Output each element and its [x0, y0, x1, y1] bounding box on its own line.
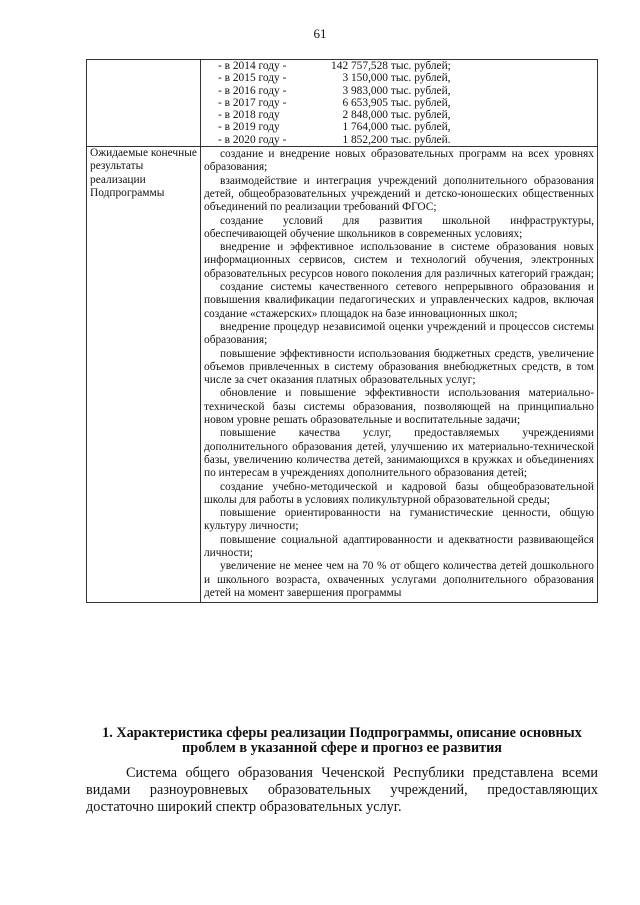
funding-year: - в 2014 году -	[218, 60, 287, 72]
funding-line	[218, 97, 594, 109]
funding-row	[87, 60, 598, 147]
result-item: повышение ориентированности на гуманистические ценности, общую культуру личности;	[204, 507, 594, 533]
result-item: создание и внедрение новых образовательных программ на всех уровнях образования;	[204, 148, 594, 174]
funding-unit: тыс. рублей,	[390, 109, 451, 122]
result-item: обновление и повышение эффективности использования материально-технической базы системы образования, позволяющей на принципиально новом уровне решать образовательные и воспитательные задачи;	[204, 387, 594, 427]
funding-line	[218, 60, 594, 72]
funding-year: - в 2020 году -	[218, 133, 287, 146]
funding-unit: тыс. рублей;	[390, 60, 451, 72]
funding-year: - в 2015 году -	[218, 72, 287, 85]
funding-amount: 2 848,000	[342, 109, 388, 122]
result-item: внедрение и эффективное использование в системе образования новых информационных сервисов, систем и технологий обучения, электронных образовательных ресурсов нового поколения для различных категорий граждан;	[204, 241, 594, 280]
funding-year: - в 2018 году	[218, 109, 280, 122]
subprogram-passport-table	[86, 59, 598, 603]
funding-unit: тыс. рублей,	[390, 96, 451, 109]
body-paragraph: Система общего образования Чеченской Республики представлена всеми видами разноуровневых образовательных учреждений, предоставляющих достаточно широкий спектр образовательных услуг.	[86, 765, 598, 815]
result-item: внедрение процедур независимой оценки учреждений и процессов системы образования;	[204, 320, 594, 347]
funding-line	[218, 85, 594, 97]
results-row	[87, 147, 598, 603]
funding-list	[204, 60, 594, 146]
funding-line	[218, 121, 594, 133]
result-item: создание условий для развития школьной инфраструктуры, обеспечивающей обучение школьников в современных условиях;	[204, 214, 594, 240]
funding-amount: 3 983,000	[342, 84, 388, 97]
funding-amount: 6 653,905	[342, 96, 388, 109]
funding-amount: 1 764,000	[342, 121, 388, 134]
funding-line	[218, 109, 594, 121]
result-item: увеличение не менее чем на 70 % от общего количества детей дошкольного и школьного возраста, охваченных услугами дополнительного образования детей на момент завершения программы	[204, 560, 594, 599]
funding-unit: тыс. рублей.	[390, 133, 451, 146]
funding-year: - в 2017 году -	[218, 96, 287, 109]
funding-amount: 1 852,200	[342, 133, 388, 146]
result-item: создание системы качественного сетевого непрерывного образования и повышения квалификации педагогических и управленческих кадров, включая создание «стажерских» площадок на базе инновационных школ;	[204, 281, 594, 320]
results-cell	[201, 147, 598, 603]
result-item: повышение эффективности использования бюджетных средств, увеличение объемов привлеченных в систему образования внебюджетных средств, в том числе за счет оказания платных образовательных услуг;	[204, 347, 594, 387]
result-item: повышение качества услуг, предоставляемых учреждениями дополнительного образования детей, улучшению их материально-технической базы, увеличению количества детей, занимающихся в кружках и объединениях по интересам в учреждениях дополнительного образования детей;	[204, 427, 594, 480]
empty-label-cell	[87, 60, 201, 147]
results-label: Ожидаемые конечные результаты реализации Подпрограммы	[87, 147, 201, 603]
funding-amount: 142 757,528	[331, 60, 388, 72]
result-item: взаимодействие и интеграция учреждений дополнительного образования детей, общеобразовательных учреждений и детско-юношеских общественных объединений по реализации требований ФГОС;	[204, 174, 594, 214]
result-item: повышение социальной адаптированности и адекватности развивающейся личности;	[204, 533, 594, 559]
funding-amount: 3 150,000	[342, 72, 388, 85]
funding-unit: тыс. рублей,	[390, 84, 451, 97]
funding-year: - в 2019 году	[218, 121, 280, 134]
funding-unit: тыс. рублей,	[390, 121, 451, 134]
funding-cell	[201, 60, 598, 147]
funding-line	[218, 72, 594, 84]
result-item: создание учебно-методической и кадровой базы общеобразовательной школы для работы в условиях поликультурной образовательной среды;	[204, 480, 594, 506]
funding-unit: тыс. рублей,	[390, 72, 451, 85]
page-number: 61	[313, 26, 327, 41]
funding-line	[218, 134, 594, 146]
section-heading: 1. Характеристика сферы реализации Подпрограммы, описание основных проблем в указанной сфере и прогноз ее развития	[102, 725, 582, 756]
funding-year: - в 2016 году -	[218, 84, 287, 97]
